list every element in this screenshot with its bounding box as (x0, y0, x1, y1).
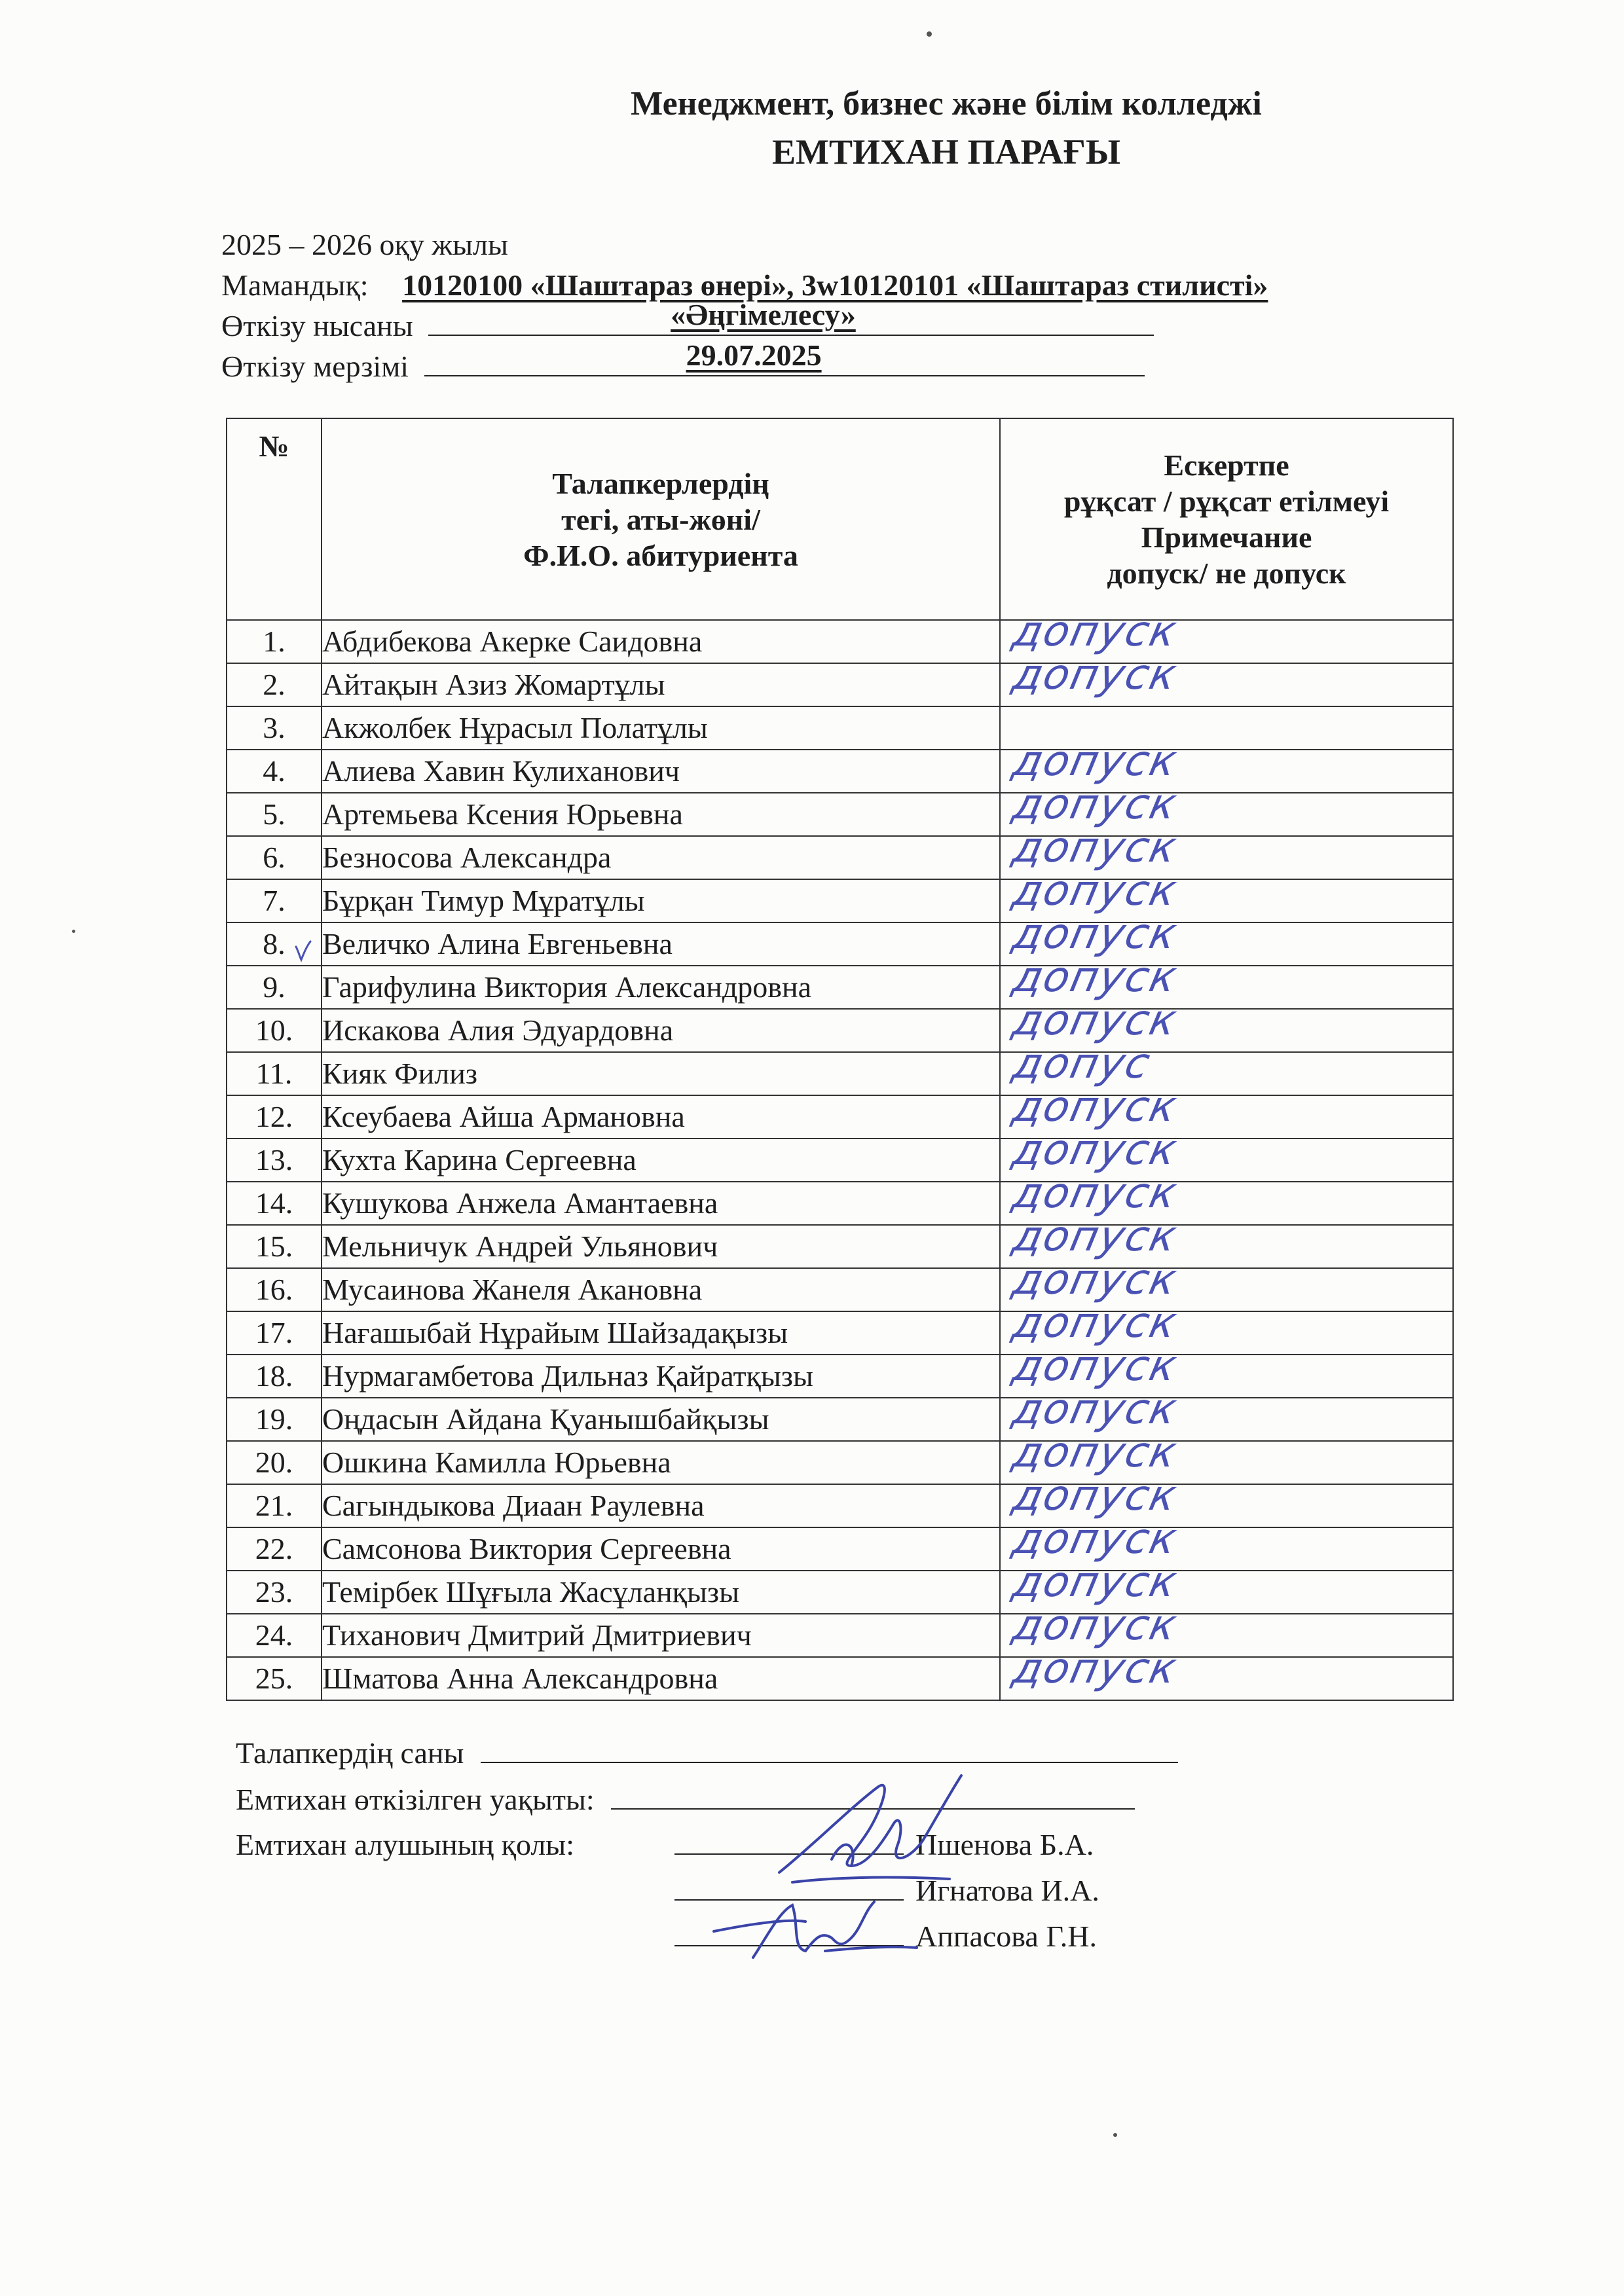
exam-time-label: Емтихан өткізілген уақыты: (236, 1783, 595, 1816)
college-name: Менеджмент, бизнес және білім колледжі (631, 85, 1262, 122)
applicant-name: Сагындыкова Диаан Раулевна (322, 1484, 1000, 1527)
row-number: 12. (227, 1095, 322, 1139)
admission-note-handwritten: допус (1008, 1040, 1156, 1088)
exam-date-rule (424, 338, 1145, 376)
admission-note-handwritten: допуск (1008, 910, 1182, 958)
applicant-name: Величко Алина Евгеньевна (322, 922, 1000, 966)
specialty-value: 10120100 «Шаштараз өнері», 3w10120101 «Шаштараз стилисті» (402, 268, 1268, 302)
admission-note-handwritten: допуск (1008, 824, 1182, 872)
applicant-name: Шматова Анна Александровна (322, 1657, 1000, 1700)
table-row (227, 663, 1453, 706)
applicant-name: Акжолбек Нұрасыл Полатұлы (322, 706, 1000, 750)
applicant-name: Мусаинова Жанеля Акановна (322, 1268, 1000, 1311)
row-number: 10. (227, 1009, 322, 1052)
examiner-name: Аппасова Г.Н. (915, 1920, 1097, 1953)
row-number: 16. (227, 1268, 322, 1311)
admission-note-handwritten: допуск (1008, 1601, 1182, 1650)
row-number: 3. (227, 706, 322, 750)
exam-date-line (221, 338, 1145, 385)
applicant-name: Гарифулина Виктория Александровна (322, 966, 1000, 1009)
table-row (227, 922, 1453, 966)
header-note-kz-2: рұқсат / рұқсат етілмеуі (1063, 484, 1390, 518)
row-number: 9. (227, 966, 322, 1009)
row-number: 22. (227, 1527, 322, 1571)
admission-note-handwritten: допуск (1008, 651, 1182, 699)
applicant-name: Самсонова Виктория Сергеевна (322, 1527, 1000, 1571)
exam-time-line (236, 1781, 1135, 1818)
admission-note-handwritten: допуск (1008, 1126, 1182, 1175)
table-row (227, 1268, 1453, 1311)
admission-note-handwritten: допуск (1008, 1169, 1182, 1218)
row-number: 11. (227, 1052, 322, 1095)
exam-date-label: Өткізу мерзімі (221, 350, 409, 383)
exam-form-label: Өткізу нысаны (221, 309, 413, 342)
check-mark (293, 938, 313, 964)
table-row (227, 793, 1453, 836)
row-number: 1. (227, 620, 322, 663)
applicant-name: Оңдасын Айдана Қуанышбайқызы (322, 1398, 1000, 1441)
admission-note-handwritten: допуск (1008, 1212, 1182, 1261)
table-row (227, 1484, 1453, 1527)
table-row (227, 1571, 1453, 1614)
row-number: 4. (227, 750, 322, 793)
admission-note-handwritten: допуск (1008, 737, 1182, 786)
row-number: 20. (227, 1441, 322, 1484)
applicant-name: Нағашыбай Нұрайым Шайзадақызы (322, 1311, 1000, 1355)
table-row (227, 1052, 1453, 1095)
applicant-name: Ксеубаева Айша Армановна (322, 1095, 1000, 1139)
applicant-name: Алиева Хавин Кулиханович (322, 750, 1000, 793)
admission-note-handwritten: допуск (1008, 1299, 1182, 1347)
table-row (227, 1225, 1453, 1268)
admission-note-handwritten: допуск (1008, 1429, 1182, 1477)
header-name-ru: Ф.И.О. абитуриента (523, 538, 798, 572)
header-name (322, 418, 1000, 620)
admission-note-handwritten: допуск (1008, 608, 1182, 656)
table-body (227, 608, 1453, 1700)
row-number: 14. (227, 1182, 322, 1225)
row-number: 24. (227, 1614, 322, 1657)
applicant-name: Тиханович Дмитрий Дмитриевич (322, 1614, 1000, 1657)
header-note-ru-1: Примечание (1141, 520, 1312, 554)
admission-note-handwritten: допуск (1008, 1256, 1182, 1304)
applicant-name: Абдибекова Акерке Саидовна (322, 620, 1000, 663)
applicant-name: Кухта Карина Сергеевна (322, 1139, 1000, 1182)
table-row (227, 1398, 1453, 1441)
table-row (227, 620, 1453, 663)
specialty-label: Мамандық: (221, 268, 369, 302)
row-number: 8. (227, 922, 322, 966)
table-row (227, 836, 1453, 879)
row-number: 6. (227, 836, 322, 879)
admission-note-handwritten: допуск (1008, 1472, 1182, 1520)
table-row (227, 1139, 1453, 1182)
applicant-count-line (236, 1735, 1178, 1772)
admission-note-handwritten: допуск (1008, 1515, 1182, 1563)
applicant-name: Айтақын Азиз Жомартұлы (322, 663, 1000, 706)
table-row (227, 1614, 1453, 1657)
admission-note-handwritten: допуск (1008, 780, 1182, 829)
row-number: 19. (227, 1398, 322, 1441)
applicant-name: Темірбек Шұғыла Жасұланқызы (322, 1571, 1000, 1614)
admission-note-handwritten: допуск (1008, 996, 1182, 1045)
scan-speck (72, 930, 75, 933)
row-number: 17. (227, 1311, 322, 1355)
admission-note-handwritten: допуск (1008, 953, 1182, 1002)
admission-note-handwritten: допуск (1008, 1083, 1182, 1131)
applicant-name: Искакова Алия Эдуардовна (322, 1009, 1000, 1052)
applicant-name: Кияк Филиз (322, 1052, 1000, 1095)
row-number: 25. (227, 1657, 322, 1700)
table-row (227, 1527, 1453, 1571)
header-name-kz-2: тегі, аты-жөні/ (561, 502, 760, 536)
applicant-name: Кушукова Анжела Амантаевна (322, 1182, 1000, 1225)
table-row (227, 1355, 1453, 1398)
scan-speck (1113, 2133, 1117, 2137)
table-header-row (227, 418, 1453, 620)
table-row (227, 1182, 1453, 1225)
table-row (227, 1657, 1453, 1700)
scan-speck (927, 31, 932, 37)
admission-note-handwritten: допуск (1008, 1645, 1182, 1693)
row-number: 2. (227, 663, 322, 706)
header-note (1000, 418, 1453, 620)
row-number: 5. (227, 793, 322, 836)
academic-year: 2025 – 2026 оқу жылы (221, 228, 508, 261)
applicant-count-rule (481, 1762, 1178, 1763)
header-note-ru-2: допуск/ не допуск (1107, 556, 1346, 590)
signature-2 (707, 1886, 923, 1971)
examiner-name: Пшенова Б.А. (915, 1828, 1094, 1861)
table-row (227, 1311, 1453, 1355)
admission-note-handwritten: допуск (1008, 867, 1182, 915)
admission-note-handwritten: допуск (1008, 1558, 1182, 1607)
applicant-name: Артемьева Ксения Юрьевна (322, 793, 1000, 836)
examiner-signature-label: Емтихан алушының қолы: (236, 1828, 574, 1861)
applicant-name: Мельничук Андрей Ульянович (322, 1225, 1000, 1268)
applicant-name: Ошкина Камилла Юрьевна (322, 1441, 1000, 1484)
row-number: 21. (227, 1484, 322, 1527)
examiner-name: Игнатова И.А. (915, 1874, 1099, 1907)
applicants-table (226, 418, 1454, 1701)
table-row (227, 966, 1453, 1009)
table-row (227, 750, 1453, 793)
applicant-name: Бұрқан Тимур Мұратұлы (322, 879, 1000, 922)
row-number: 23. (227, 1571, 322, 1614)
row-number: 7. (227, 879, 322, 922)
row-number: 18. (227, 1355, 322, 1398)
exam-form-rule (428, 298, 1154, 336)
applicant-count-label: Талапкердің саны (236, 1736, 464, 1770)
admission-note-cell (1000, 651, 1453, 706)
admission-note-handwritten: допуск (1008, 1342, 1182, 1391)
table-row (227, 879, 1453, 922)
table-row (227, 1441, 1453, 1484)
admission-note-cell (1000, 1645, 1453, 1700)
exam-date-value: 29.07.2025 (686, 338, 822, 372)
exam-form-value: «Әңгімелесу» (671, 298, 856, 331)
document-title: ЕМТИХАН ПАРАҒЫ (772, 132, 1120, 172)
table-row (227, 706, 1453, 750)
applicant-name: Нурмагамбетова Дильназ Қайратқызы (322, 1355, 1000, 1398)
row-number: 13. (227, 1139, 322, 1182)
header-name-kz-1: Талапкерлердің (552, 466, 769, 500)
row-number: 15. (227, 1225, 322, 1268)
table-row (227, 1009, 1453, 1052)
admission-note-handwritten: допуск (1008, 1385, 1182, 1434)
table-row (227, 1095, 1453, 1139)
applicant-name: Безносова Александра (322, 836, 1000, 879)
header-note-kz-1: Ескертпе (1164, 448, 1289, 482)
signature-1 (753, 1768, 969, 1905)
header-number: № (227, 418, 322, 620)
